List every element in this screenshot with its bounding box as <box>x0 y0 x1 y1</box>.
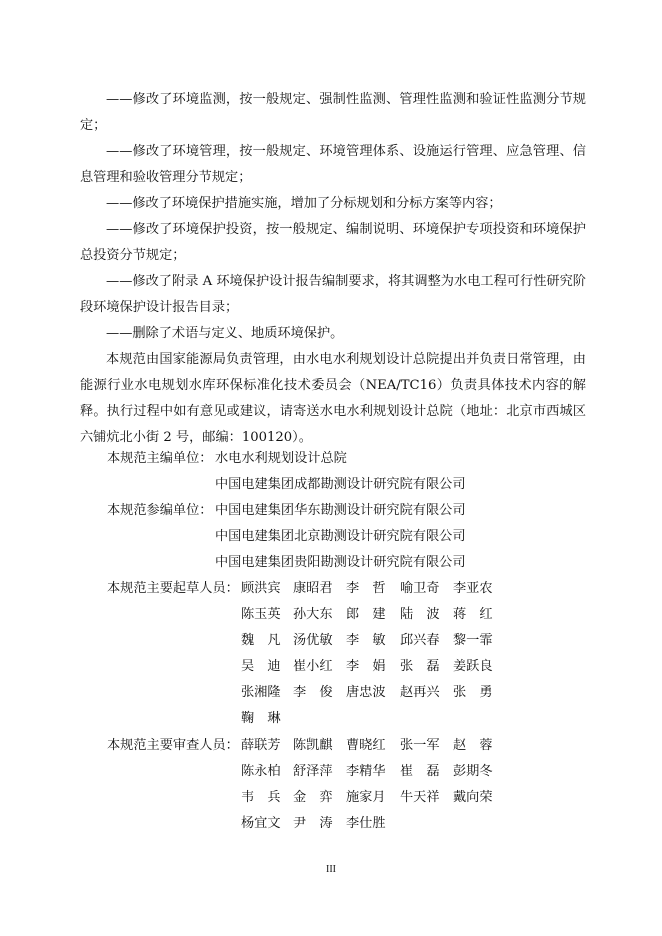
reviewer-name: 张一军 <box>400 738 440 753</box>
drafter-name: 康昭君 <box>293 581 333 596</box>
paragraph-env-monitoring: ——修改了环境监测，按一般规定、强制性监测、管理性监测和验证性监测分节规定； <box>80 92 586 133</box>
drafter-name: 李 哲 <box>346 581 386 596</box>
reviewer-name: 李精华 <box>346 764 386 779</box>
drafters-label: 本规范主要起草人员： <box>107 581 239 596</box>
paragraph-env-management: ——修改了环境管理，按一般规定、环境管理体系、设施运行管理、应急管理、信息管理和验收管理分节规定； <box>80 144 586 185</box>
drafter-name: 张 勇 <box>453 685 493 700</box>
drafter-name: 李 俊 <box>293 685 333 700</box>
drafter-name: 鞠 琳 <box>241 711 281 726</box>
drafter-name: 李 敏 <box>346 633 386 648</box>
reviewer-name: 彭期冬 <box>453 764 493 779</box>
paragraph-protection-measures: ——修改了环境保护措施实施，增加了分标规划和分标方案等内容； <box>106 196 502 211</box>
reviewer-name: 赵 蓉 <box>453 738 493 753</box>
drafter-name: 陆 波 <box>400 607 440 622</box>
drafter-name: 黎一霏 <box>453 633 493 648</box>
chief-editor-org: 水电水利规划设计总院 <box>215 451 347 466</box>
reviewer-name: 舒泽萍 <box>293 764 333 779</box>
reviewer-name: 施家月 <box>346 790 386 805</box>
reviewer-name: 尹 涛 <box>293 816 333 831</box>
paragraph-deleted-terms: ——删除了术语与定义、地质环境保护。 <box>106 326 344 341</box>
reviewer-name: 韦 兵 <box>241 790 281 805</box>
drafter-name: 赵再兴 <box>400 685 440 700</box>
reviewer-name: 杨宜文 <box>241 816 281 831</box>
drafter-name: 张湘隆 <box>241 685 281 700</box>
drafter-name: 汤优敏 <box>293 633 333 648</box>
drafter-name: 张 磊 <box>400 659 440 674</box>
participating-editor-label: 本规范参编单位： <box>107 503 213 518</box>
page-number: III <box>326 864 336 875</box>
drafter-name: 陈玉英 <box>241 607 281 622</box>
reviewer-name: 薛联芳 <box>241 738 281 753</box>
drafter-name: 李 娟 <box>346 659 386 674</box>
drafter-name: 唐忠波 <box>346 685 386 700</box>
drafter-name: 蒋 红 <box>453 607 493 622</box>
reviewer-name: 牛天祥 <box>400 790 440 805</box>
chief-editor-label: 本规范主编单位： <box>107 451 213 466</box>
drafter-name: 吴 迪 <box>241 659 281 674</box>
drafter-name: 孙大东 <box>293 607 333 622</box>
drafter-name: 李亚农 <box>453 581 493 596</box>
reviewer-name: 陈凯麒 <box>293 738 333 753</box>
reviewer-name: 金 弈 <box>293 790 333 805</box>
paragraph-protection-investment: ——修改了环境保护投资，按一般规定、编制说明、环境保护专项投资和环境保护总投资分节规定； <box>80 222 586 263</box>
participating-editor-org: 中国电建集团华东勘测设计研究院有限公司 <box>215 503 466 518</box>
participating-editor-org: 中国电建集团北京勘测设计研究院有限公司 <box>215 529 466 544</box>
reviewer-name: 崔 磊 <box>400 764 440 779</box>
participating-editor-org: 中国电建集团贵阳勘测设计研究院有限公司 <box>215 555 466 570</box>
reviewer-name: 曹晓红 <box>346 738 386 753</box>
paragraph-management-statement: 本规范由国家能源局负责管理，由水电水利规划设计总院提出并负责日常管理，由能源行业水电规划水库环保标准化技术委员会（NEA/TC16）负责具体技术内容的解释。执行过程中如有意见或建议，请寄送水电水利规划设计总院（地址：北京市西城区六铺炕北小街 2 号，邮编：100120）。 <box>80 352 586 445</box>
drafter-name: 魏 凡 <box>241 633 281 648</box>
reviewers-label: 本规范主要审查人员： <box>107 738 239 753</box>
reviewer-name: 李仕胜 <box>346 816 386 831</box>
reviewer-name: 戴向荣 <box>453 790 493 805</box>
drafter-name: 喻卫奇 <box>400 581 440 596</box>
reviewer-name: 陈永柏 <box>241 764 281 779</box>
drafter-name: 顾洪宾 <box>241 581 281 596</box>
drafter-name: 崔小红 <box>293 659 333 674</box>
drafter-name: 邱兴春 <box>400 633 440 648</box>
drafter-name: 郎 建 <box>346 607 386 622</box>
chief-editor-org: 中国电建集团成都勘测设计研究院有限公司 <box>215 477 466 492</box>
paragraph-appendix-a: ——修改了附录 A 环境保护设计报告编制要求，将其调整为水电工程可行性研究阶段环境保护设计报告目录； <box>80 274 586 315</box>
drafter-name: 姜跃良 <box>453 659 493 674</box>
